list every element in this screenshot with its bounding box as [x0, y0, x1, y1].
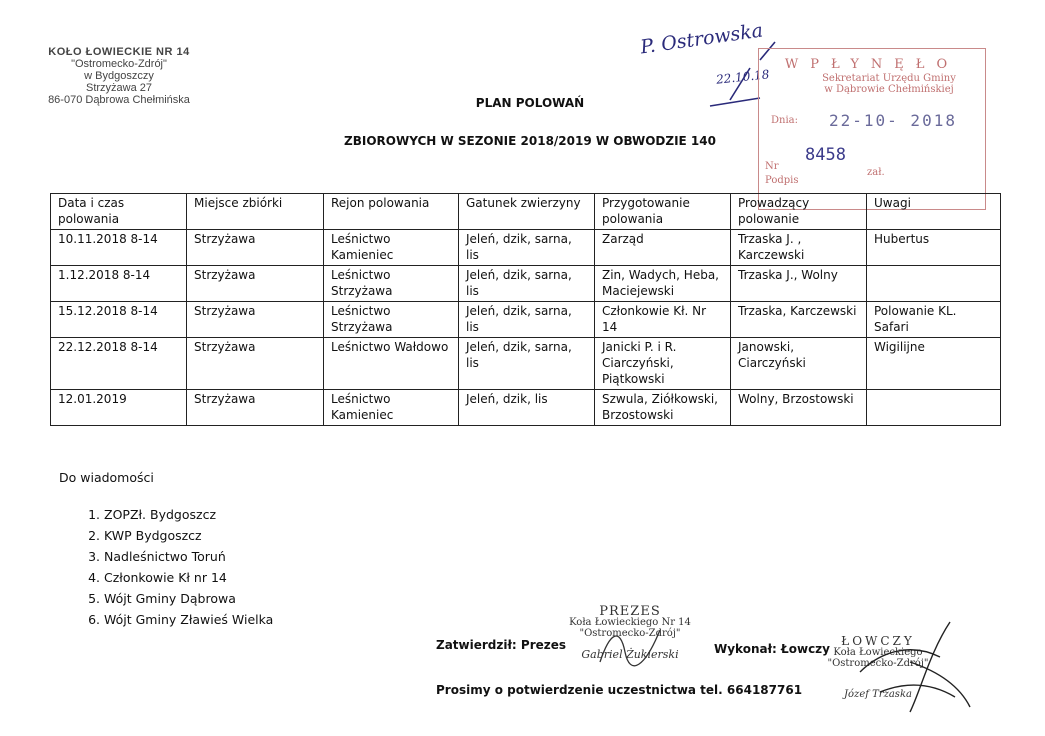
cell-preparation: Zin, Wadych, Heba, Maciejewski [595, 266, 731, 302]
list-item: 6. Wójt Gminy Zławieś Wielka [104, 609, 273, 630]
cell-leader: Wolny, Brzostowski [731, 390, 867, 426]
list-item: 3. Nadleśnictwo Toruń [104, 546, 273, 567]
handwritten-name: P. Ostrowska [639, 19, 765, 59]
received-stamp-org [799, 73, 979, 95]
table-row [51, 390, 1001, 426]
distribution-title: Do wiadomości [59, 470, 154, 485]
table-row [51, 266, 1001, 302]
hunter-stamp-line1: Koła Łowieckiego [833, 647, 923, 658]
cell-leader: Trzaska J. , Karczewski [731, 230, 867, 266]
president-stamp-name: Gabriel Żukierski [581, 648, 679, 661]
received-stamp-number: 8458 [805, 145, 846, 165]
cell-species: Jeleń, dzik, sarna, lis [459, 302, 595, 338]
cell-preparation: Szwula, Ziółkowski, Brzostowski [595, 390, 731, 426]
received-stamp-attachments-label: zał. [867, 167, 885, 178]
club-postal: 86-070 Dąbrowa Chełmińska [48, 94, 190, 106]
table-header-row [51, 194, 1001, 230]
distribution-list [58, 504, 273, 630]
cell-meeting-place: Strzyżawa [187, 230, 324, 266]
received-stamp-header: WPŁYNĘŁO [784, 57, 960, 72]
president-stamp-line1: Koła Łowieckiego Nr 14 [569, 617, 691, 628]
cell-date: 10.11.2018 8-14 [51, 230, 187, 266]
header-date: Data i czas polowania [51, 194, 187, 230]
president-stamp-line2: "Ostromecko-Zdrój" [579, 628, 681, 639]
table-row [51, 302, 1001, 338]
list-item: 2. KWP Bydgoszcz [104, 525, 273, 546]
cell-remarks: Polowanie KL. Safari [867, 302, 1001, 338]
hunter-stamp-title: ŁOWCZY [841, 634, 915, 648]
cell-species: Jeleń, dzik, sarna, lis [459, 338, 595, 390]
cell-leader: Janowski, Ciarczyński [731, 338, 867, 390]
cell-area: Leśnictwo Kamieniec [324, 230, 459, 266]
cell-meeting-place: Strzyżawa [187, 338, 324, 390]
cell-date: 1.12.2018 8-14 [51, 266, 187, 302]
cell-remarks: Hubertus [867, 230, 1001, 266]
cell-area: Leśnictwo Strzyżawa [324, 266, 459, 302]
document-subtitle: ZBIOROWYCH W SEZONIE 2018/2019 W OBWODZIE 140 [344, 134, 716, 148]
document-title: PLAN POLOWAŃ [475, 96, 585, 110]
cell-leader: Trzaska, Karczewski [731, 302, 867, 338]
header-area: Rejon polowania [324, 194, 459, 230]
header-leader: Prowadzący polowanie [731, 194, 867, 230]
cell-remarks: Wigilijne [867, 338, 1001, 390]
cell-meeting-place: Strzyżawa [187, 302, 324, 338]
cell-date: 12.01.2019 [51, 390, 187, 426]
hunting-plan-table [50, 193, 1001, 426]
header-species: Gatunek zwierzyny [459, 194, 595, 230]
president-signature [590, 622, 670, 672]
table-row [51, 230, 1001, 266]
club-street: Strzyżawa 27 [85, 82, 153, 94]
president-stamp-title: PREZES [599, 604, 661, 619]
cell-species: Jeleń, dzik, lis [459, 390, 595, 426]
confirmation-note: Prosimy o potwierdzenie uczestnictwa tel. 664187761 [436, 683, 803, 697]
club-city: w Bydgoszczy [84, 70, 154, 82]
received-stamp-signature-label: Podpis [765, 175, 799, 186]
executed-by-label: Wykonał: Łowczy [714, 642, 830, 656]
list-item: 4. Członkowie Kł nr 14 [104, 567, 273, 588]
hunter-stamp-line2: "Ostromecko-Zdrój" [827, 658, 929, 669]
cell-date: 22.12.2018 8-14 [51, 338, 187, 390]
cell-remarks [867, 390, 1001, 426]
cell-area: Leśnictwo Kamieniec [324, 390, 459, 426]
club-subtitle: "Ostromecko-Zdrój" [71, 58, 167, 70]
received-stamp-org-line1: Sekretariat Urzędu Gminy [822, 73, 956, 84]
cell-preparation: Zarząd [595, 230, 731, 266]
received-stamp-date-label: Dnia: [771, 115, 798, 126]
cell-area: Leśnictwo Strzyżawa [324, 302, 459, 338]
hunter-signature [850, 612, 980, 722]
list-item: 1. ZOPZł. Bydgoszcz [104, 504, 273, 525]
cell-meeting-place: Strzyżawa [187, 266, 324, 302]
cell-preparation: Janicki P. i R. Ciarczyński, Piątkowski [595, 338, 731, 390]
received-stamp-date: 22-10- 2018 [829, 111, 957, 130]
hunter-stamp-name: Józef Trzaska [844, 689, 912, 700]
list-item: 5. Wójt Gminy Dąbrowa [104, 588, 273, 609]
header-preparation: Przygotowanie polowania [595, 194, 731, 230]
received-stamp-nr-label: Nr [765, 161, 779, 172]
cell-preparation: Członkowie Kł. Nr 14 [595, 302, 731, 338]
cell-meeting-place: Strzyżawa [187, 390, 324, 426]
club-name: KOŁO ŁOWIECKIE NR 14 [48, 46, 190, 58]
cell-leader: Trzaska J., Wolny [731, 266, 867, 302]
cell-species: Jeleń, dzik, sarna, lis [459, 230, 595, 266]
cell-species: Jeleń, dzik, sarna, lis [459, 266, 595, 302]
table-row [51, 338, 1001, 390]
header-remarks: Uwagi [867, 194, 1001, 230]
cell-area: Leśnictwo Wałdowo [324, 338, 459, 390]
received-stamp [758, 48, 986, 210]
received-stamp-org-line2: w Dąbrowie Chełmińskiej [824, 84, 954, 95]
header-meeting-place: Miejsce zbiórki [187, 194, 324, 230]
cell-remarks [867, 266, 1001, 302]
approved-by-label: Zatwierdził: Prezes [436, 638, 567, 652]
handwritten-date: 22.10.18 [715, 67, 771, 87]
cell-date: 15.12.2018 8-14 [51, 302, 187, 338]
